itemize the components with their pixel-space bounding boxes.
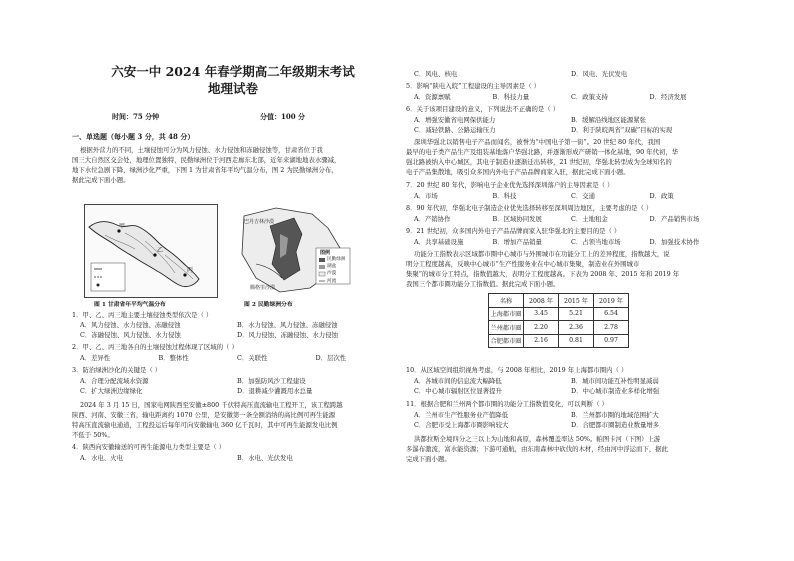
exam-title: 六安一中 2024 年春学期高二年级期末考试 [111,64,355,79]
option-a[interactable]: A．共享基础设施 [414,238,464,246]
table-cell: 2.20 [524,321,559,335]
option-b[interactable]: B．区域协同发展 [492,215,542,223]
table-cell: 兰州都市圈 [489,321,524,335]
table-cell: 5.21 [559,307,594,321]
table-cell: 0.81 [559,334,594,348]
option-c[interactable]: C．风电、核电 [414,70,458,78]
option-c[interactable]: C．关联性 [237,354,268,362]
table-header-cell: 2015 年 [559,294,594,308]
question-6: 6．关于该项目建设的意义，下列说法不正确的是（ ） [406,105,560,113]
table-cell: 上海都市圈 [489,307,524,321]
table-cell: 0.97 [594,334,629,348]
option-b[interactable]: B．科技力量 [492,93,530,101]
map-label-jia: 甲 [119,223,126,230]
section-heading: 一、单选题（每小题 3 分，共 48 分） [72,132,195,141]
exam-subject: 地理试卷 [207,81,258,96]
desert-label-2: 腾格里沙漠 [250,285,276,291]
gansu-temperature-map [84,204,218,298]
option-d[interactable]: D．加强技术协作 [649,238,700,246]
table-header-cell: 2008 年 [524,294,559,308]
option-d[interactable]: D．合肥都市圈制造业数量增多 [571,421,660,429]
table-header-cell: 2019 年 [594,294,629,308]
q6-options-row1 [414,116,728,124]
question-5: 5．影响“陕电入皖”工程建设的主导因素是（ ） [406,82,541,90]
option-d[interactable]: D．经济发展 [649,93,687,101]
table-header-row [489,294,629,308]
option-c[interactable]: C．扩大绿洲边缘绿化 [80,387,143,395]
table-header-cell: 名称 [489,294,524,308]
division-index-table [488,293,629,348]
option-d[interactable]: D．政策 [649,192,674,200]
option-d[interactable]: D．中心城市制造业多样化增强 [571,387,660,395]
q11-options-row1 [414,411,728,419]
passage-line: 强北路被纳入中心城区，其电子制造业逐渐迁出转移，21 世纪初，华强北转型成为全球知名的 [406,158,672,166]
passage-line: 集聚”的城市分工特点，指数值越大，表明分工程度越高。下表为 2008 年、2015 年和 2019 年 [406,270,680,278]
legend-item: 民勤绿洲 [327,257,346,262]
option-a[interactable]: A．资源禀赋 [414,93,451,101]
question-9: 9．21 世纪初，众多国内外电子产品品牌商家入驻华强北的主要目的是（ ） [406,227,621,235]
q7-options [414,192,728,200]
option-c[interactable]: C．政策支持 [571,93,608,101]
passage-line: 电子产品集散地，吸引众多国内外电子产品品牌商家入驻，据此完成下面小题。 [406,168,630,176]
option-a[interactable]: A．各城市间的信息流大幅降低 [414,377,502,385]
option-b[interactable]: B．水电、光伏发电 [237,454,293,462]
option-a[interactable]: A．风力侵蚀、水力侵蚀、冻融侵蚀 [80,321,181,329]
option-c[interactable]: C．合肥市受上海都市圈影响较大 [414,421,509,429]
option-c[interactable]: C．土地租金 [571,215,608,223]
question-8: 8．90 年代初，华强北电子制造企业优先选择转移至深圳周边地区，主要考虑的是（ ） [406,204,653,212]
exam-time: 时间：75 分钟 [112,112,160,121]
option-c[interactable]: C．中心城市辐射区位显著提升 [414,387,502,395]
option-a[interactable]: A．合理分配流域水资源 [80,377,149,385]
desert-label-1: 巴丹吉林沙漠 [244,219,275,225]
table-row [489,307,629,321]
passage-line: 特高压直流输电通道，工程投运后每年可向安徽输电 360 亿千瓦时，其中可再生能源发电比例 [72,421,338,429]
q11-options-row2 [414,421,728,429]
option-b[interactable]: B．水力侵蚀、风力侵蚀、冻融侵蚀 [237,321,338,329]
q4-options-row1 [80,454,394,462]
question-10: 10．从区域空间组织视角考虑，与 2008 年相比，2019 年上海都市圈内（ ） [406,366,628,374]
passage-line: 根据外营力的不同，土壤侵蚀可分为风力侵蚀、水力侵蚀和冻融侵蚀等，甘肃省位于我 [80,146,323,154]
option-d[interactable]: D．退耕减少灌溉用水总量 [237,387,313,395]
passage-line: 不低于 50%。 [72,431,114,439]
q1-options-row1 [80,321,394,329]
question-7: 7．20 世纪 80 年代，影响电子企业优先选择深圳落户的主导因素是（ ） [406,181,614,189]
passage-line: 多瀑布激流，富水能资源；下游可通航，由东南森林中砍伐的木材，经由河中浮运而下，据此 [406,445,669,453]
q3-options-row1 [80,377,394,385]
q1-options-row2 [80,331,394,339]
option-b[interactable]: B．缓解沿线地区能源紧张 [571,116,646,124]
option-d[interactable]: D．风电、光伏发电 [571,70,628,78]
option-a[interactable]: A．增强安徽省电网保供能力 [414,116,496,124]
table-cell: 合肥都市圈 [489,334,524,348]
passage-line: 洪都拉斯全境四分之三以上为山地和高原，森林覆盖率达 50%。帕图卡河（下图）上游 [414,435,661,443]
passage-line: 最早的电子类产品生产及组装基地落户华强北路，并逐渐形成产研销一体化基地，90 年代初，华 [406,148,679,156]
passage-line: 完成下面小题。 [406,455,451,463]
option-b[interactable]: B．加强防风沙工程建设 [237,377,306,385]
minqin-oasis-map [236,204,354,296]
table-cell: 6.54 [594,307,629,321]
option-d[interactable]: D．产品销售市场 [649,215,700,223]
option-b[interactable]: B．整体性 [158,354,189,362]
table-row [489,334,629,348]
option-a[interactable]: A．产销协作 [414,215,451,223]
map-label-yi: 乙 [157,247,164,254]
option-c[interactable]: C．占领当地市场 [571,238,621,246]
legend-title: 图例 [320,250,331,256]
table-cell: 2.36 [559,321,594,335]
passage-line: 深圳华强北以销售电子产品而闻名，被誉为“中国电子第一街”。20 世纪 80 年代，我国 [414,138,661,146]
question-11: 11．根据合肥和兰州两个都市圈的功能分工指数值变化，可以判断（ ） [406,400,608,408]
option-b[interactable]: B．城市间功能互补性明显减弱 [571,377,659,385]
table-cell: 2.78 [594,321,629,335]
figure-1-caption: 图 1 甘肃省年平均气温分布 [94,302,166,308]
table-cell: 2.16 [524,334,559,348]
q10-options-row2 [414,387,728,395]
legend-item: 湖盆 [327,264,337,269]
legend-item: 河流 [327,279,337,284]
option-b[interactable]: B．兰州都市圈的地域范围扩大 [571,411,659,419]
q6-options-row2 [414,126,728,134]
q10-options-row1 [414,377,728,385]
q8-options [414,215,728,223]
question-3: 3．防治绿洲沙化的关键是（ ） [72,366,162,374]
option-c[interactable]: C．冻融侵蚀、风力侵蚀、水力侵蚀 [80,331,181,339]
map-label-bing: 丙 [187,267,194,274]
q4-options-row2 [414,70,728,78]
q5-options [414,93,728,101]
option-a[interactable]: A．差异性 [80,354,111,362]
option-b[interactable]: B．科技 [492,192,517,200]
legend-item: 沙漠 [327,271,337,276]
question-2: 2．甲、乙、丙三地各自的土壤侵蚀过程体现了区域的（ ） [72,343,238,351]
option-a[interactable]: A．水电、火电 [80,454,123,462]
passage-line: 据此完成下面小题。 [72,176,130,184]
passage-line: 国三大自然区交会处，地理位置独特，民勤绿洲位于河西走廊东北部，近年来湖地地表水骤减， [72,156,341,164]
figure-2-caption: 图 2 民勤绿洲分布 [244,302,293,308]
passage-line: 我国三个都市圈功能分工指数值。据此完成下面小题。 [406,280,560,288]
table-cell: 3.45 [524,307,559,321]
passage-line: 地下水位急剧下降，绿洲沙化严重，下图 1 为甘肃省年平均气温分布，图 2 为民勤绿洲分布， [72,166,338,174]
option-a[interactable]: A．市场 [414,192,438,200]
option-d[interactable]: D．利于陕皖两省“双碳”目标的实现 [571,126,673,134]
q2-options [80,354,394,362]
passage-line: 功能分工指数表示区域都市圈中心城市与外围城市在功能分工上的差异程度，指数越大，说 [414,250,670,258]
option-d[interactable]: D．风力侵蚀、冻融侵蚀、水力侵蚀 [237,331,338,339]
passage-line: 2024 年 3 月 15 日，国家电网陕西至安徽±800 千伏特高压直流输电工程开工，该工程跨越 [80,401,343,409]
q3-options-row2 [80,387,394,395]
option-c[interactable]: C．减轻铁路、公路运输压力 [414,126,496,134]
q9-options [414,238,728,246]
passage-line: 明分工程度越高，反映中心城市“生产性服务业在中心城市集聚，制造业在外围城市 [406,260,640,268]
passage-line: 陕西、河南、安徽三省，输电距离约 1070 公里，是安徽第一条全额消纳的高比例可再生能源 [72,411,336,419]
exam-score: 分值：100 分 [260,112,306,121]
question-1: 1．甲、乙、丙三地主要土壤侵蚀类型依次是（ ） [72,311,213,319]
table-row [489,321,629,335]
option-b[interactable]: B．增加产品销量 [492,238,542,246]
option-c[interactable]: C．交通 [571,192,596,200]
question-4: 4．陕西向安徽输送的可再生能源电力类型主要是（ ） [72,443,226,451]
option-a[interactable]: A．兰州市生产性服务业产值降低 [414,411,509,419]
gansu-map-figure [85,205,217,297]
option-d[interactable]: D．层次性 [315,354,347,362]
